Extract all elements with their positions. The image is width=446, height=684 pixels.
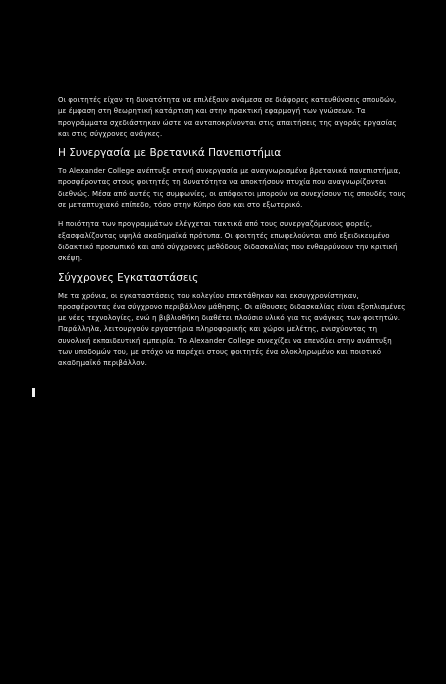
facilities-paragraph: Με τα χρόνια, οι εγκαταστάσεις του κολεγίου επεκτάθηκαν και εκσυγχρονίστηκαν, προσφέροντας ένα σύγχρονο περιβάλλον μάθησης. Οι αίθουσες διδασκαλίας είναι εξοπλισμένες με νέες τεχνολογίες, ενώ η βιβλιοθήκη διαθέτει πλούσιο υλικό για τις ανάγκες των φοιτητών. Παράλληλα, λειτουργούν εργαστήρια πληροφορικής και χώροι μελέτης, ενισχύοντας τη συνολική εκπαιδευτική εμπειρία. Το Alexander College συνεχίζει να επενδύει στην ανάπτυξη των υποδομών του, με στόχο να παρέχει στους φοιτητές ένα ολοκληρωμένο και ποιοτικό ακαδημαϊκό περιβάλλον. (58, 291, 406, 368)
article-body (58, 95, 406, 370)
partnership-paragraph: Το Alexander College ανέπτυξε στενή συνεργασία με αναγνωρισμένα βρετανικά πανεπιστήμια, προσφέροντας στους φοιτητές τη δυνατότητα να αποκτήσουν πτυχία που αναγνωρίζονται διεθνώς. Μέσα από αυτές τις συμφωνίες, οι απόφοιτοι μπορούν να συνεχίσουν τις σπουδές τους σε μεταπτυχιακό επίπεδο, τόσο στην Κύπρο όσο και στο εξωτερικό. (58, 167, 406, 210)
intro-paragraph: Οι φοιτητές είχαν τη δυνατότητα να επιλέξουν ανάμεσα σε διάφορες κατευθύνσεις σπουδών, με έμφαση στη θεωρητική κατάρτιση και στην πρακτική εφαρμογή των γνώσεων. Τα προγράμματα σχεδιάστηκαν ώστε να ανταποκρίνονται στις απαιτήσεις της αγοράς εργασίας και στις σύγχρονες ανάγκες. (58, 96, 397, 138)
quality-paragraph: Η ποιότητα των προγραμμάτων ελέγχεται τακτικά από τους συνεργαζόμενους φορείς, εξασφαλίζοντας υψηλά ακαδημαϊκά πρότυπα. Οι φοιτητές επωφελούνται από εξειδικευμένο διδακτικό προσωπικό και από σύγχρονες μεθόδους διδασκαλίας που ενθαρρύνουν την κριτική σκέψη. (58, 220, 398, 263)
page-side-marker (32, 388, 35, 397)
section-heading-partnership: Η Συνεργασία με Βρετανικά Πανεπιστήμια (58, 147, 282, 160)
section-heading-facilities: Σύγχρονες Εγκαταστάσεις (58, 271, 199, 284)
